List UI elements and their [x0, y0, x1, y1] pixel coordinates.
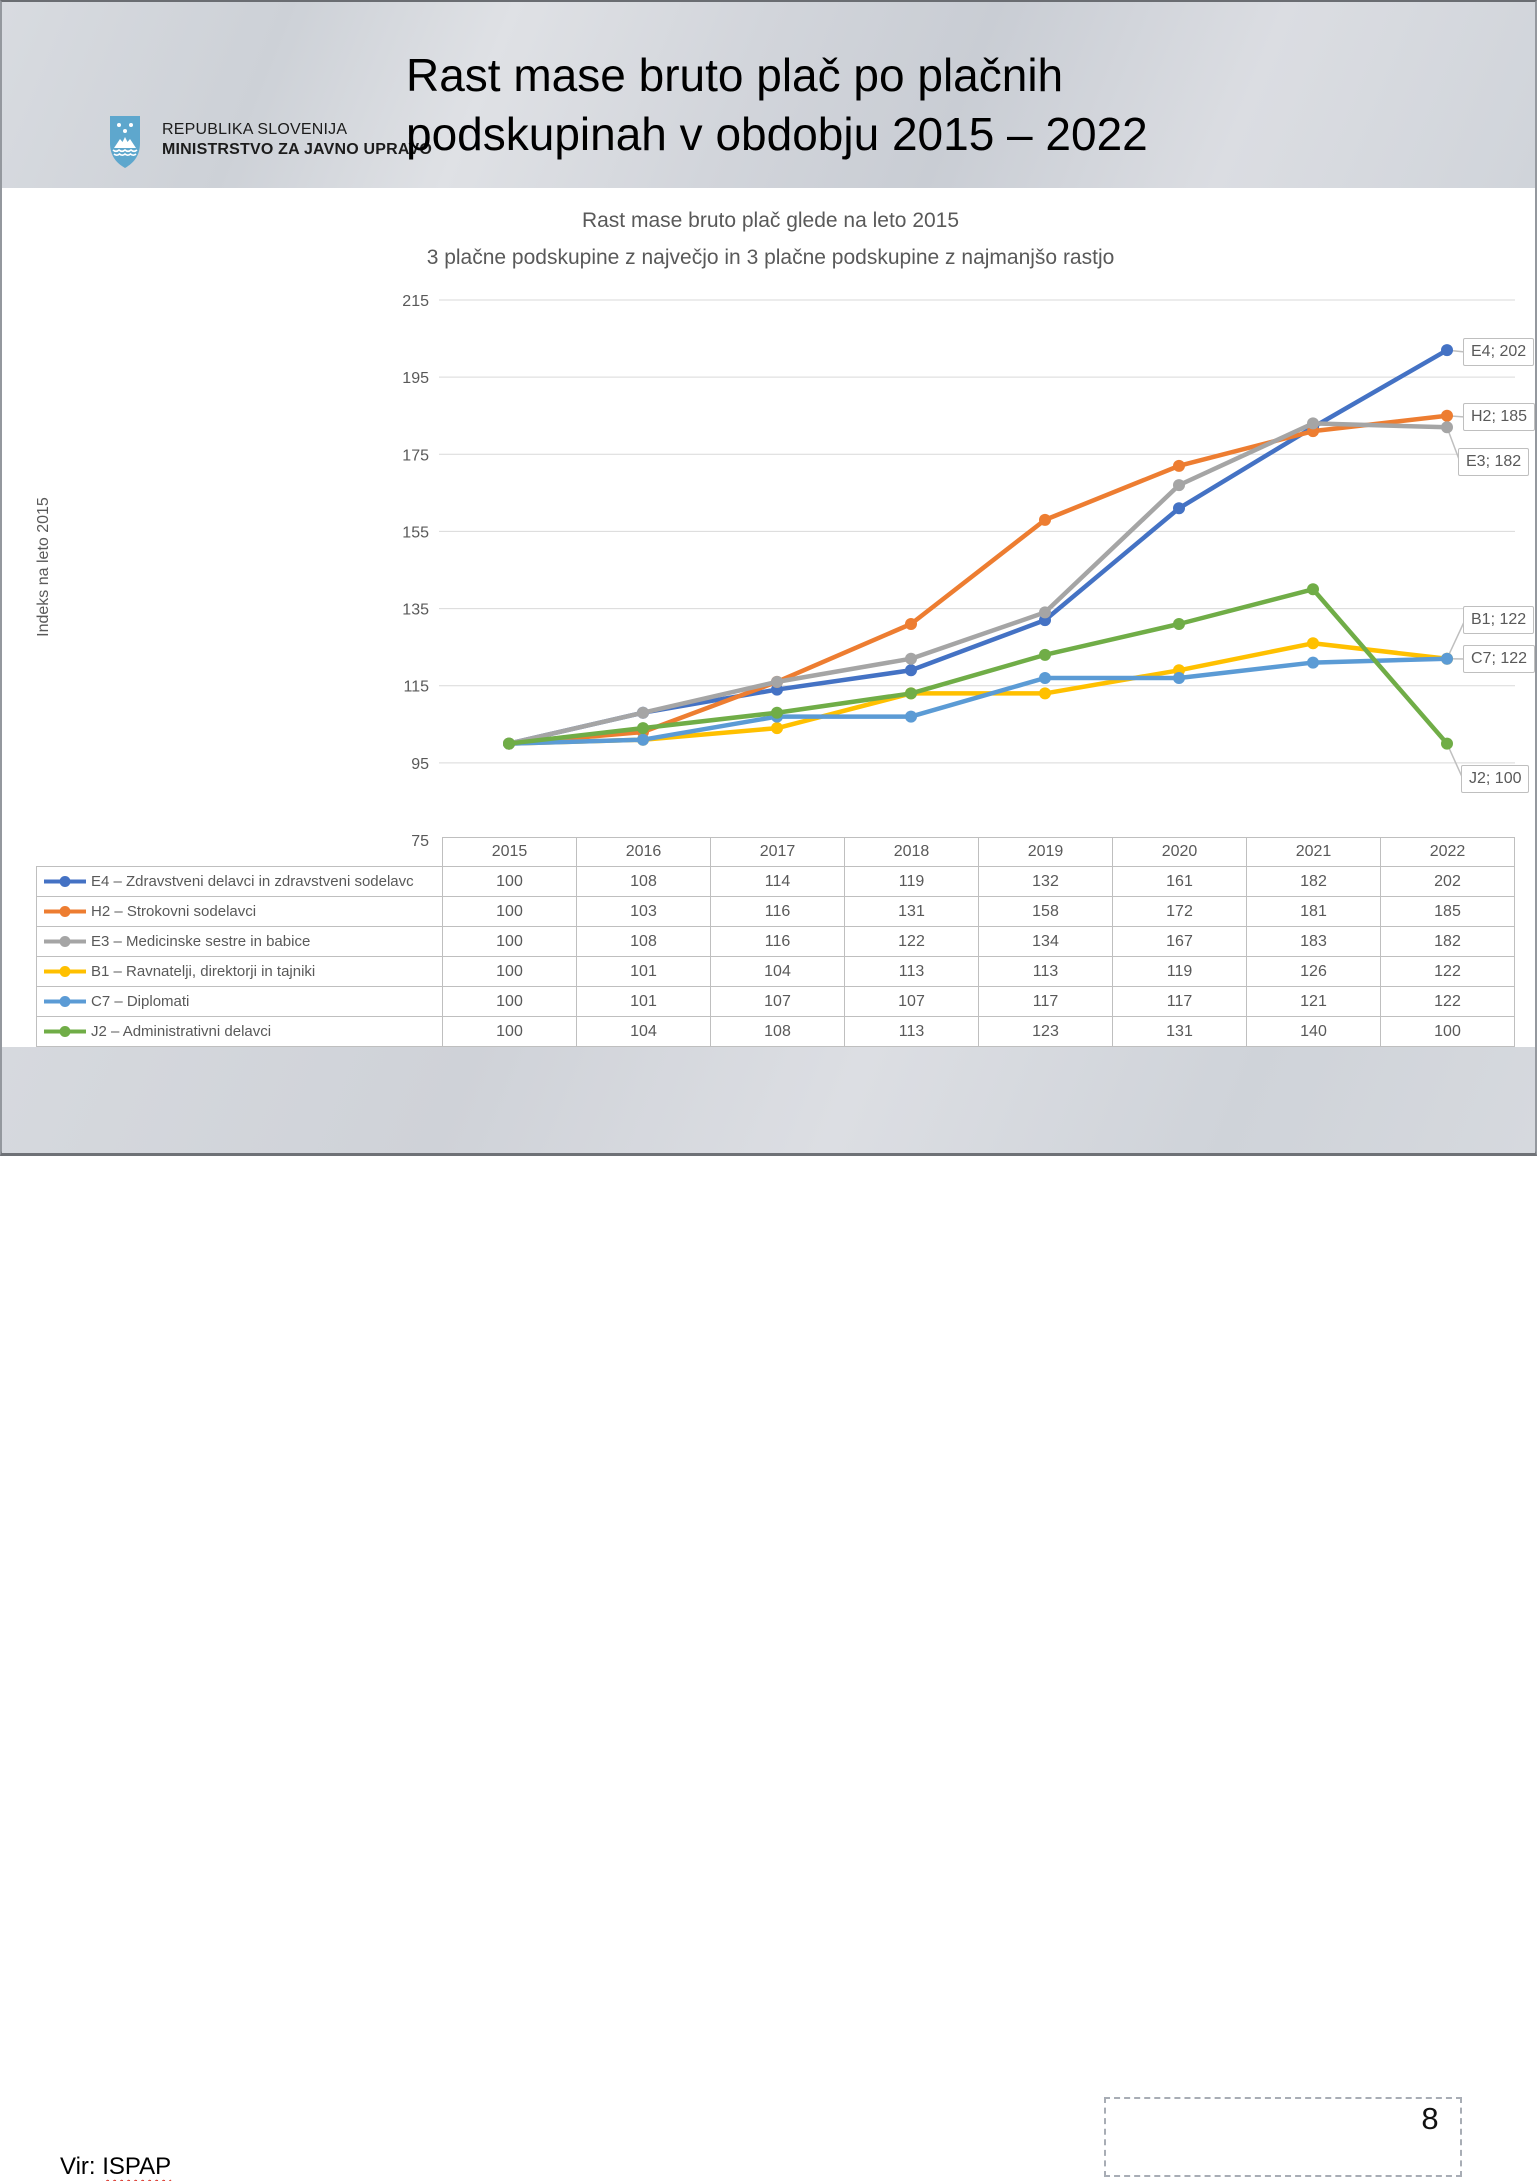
data-point-E3 — [503, 738, 515, 750]
series-marker-icon — [43, 965, 87, 978]
value-cell: 100 — [1381, 1017, 1515, 1047]
data-point-E4 — [1441, 344, 1453, 356]
value-cell: 126 — [1247, 957, 1381, 987]
data-point-J2 — [771, 707, 783, 719]
data-point-J2 — [905, 687, 917, 699]
data-label-B1: B1; 122 — [1463, 606, 1534, 634]
y-tick-label: 175 — [402, 447, 429, 464]
series-line-B1 — [509, 643, 1447, 743]
data-point-B1 — [771, 722, 783, 734]
data-label-H2: H2; 185 — [1463, 403, 1535, 431]
data-point-C7 — [905, 711, 917, 723]
legend-cell-B1 — [37, 957, 443, 987]
value-cell: 100 — [443, 897, 577, 927]
series-marker-icon — [43, 935, 87, 948]
value-cell: 182 — [1247, 867, 1381, 897]
header-band — [2, 2, 1535, 188]
year-header-cell: 2021 — [1247, 838, 1381, 867]
value-cell: 104 — [711, 957, 845, 987]
series-line-E4 — [509, 350, 1447, 743]
data-point-H2 — [1039, 514, 1051, 526]
value-cell: 100 — [443, 927, 577, 957]
data-point-E3 — [637, 707, 649, 719]
data-point-C7 — [1307, 657, 1319, 669]
value-cell: 117 — [979, 987, 1113, 1017]
data-table — [36, 837, 1515, 1047]
slide-title-line1: Rast mase bruto plač po plačnih — [406, 46, 1148, 105]
data-point-B1 — [637, 734, 649, 746]
series-line-J2 — [509, 589, 1447, 743]
data-point-H2 — [1441, 410, 1453, 422]
data-point-E3 — [1441, 421, 1453, 433]
data-point-C7 — [503, 738, 515, 750]
y-tick-label: 195 — [402, 370, 429, 387]
series-marker-icon — [43, 995, 87, 1008]
year-header-cell: 2022 — [1381, 838, 1515, 867]
y-tick-label: 95 — [411, 756, 429, 773]
data-point-E3 — [1307, 417, 1319, 429]
data-point-E3 — [905, 653, 917, 665]
year-header-cell: 2018 — [845, 838, 979, 867]
data-point-E3 — [1173, 479, 1185, 491]
data-point-B1 — [905, 687, 917, 699]
value-cell: 140 — [1247, 1017, 1381, 1047]
source-text — [60, 2153, 171, 2181]
table-row-E4 — [37, 867, 1515, 897]
table-row-H2 — [37, 897, 1515, 927]
value-cell: 113 — [979, 957, 1113, 987]
y-tick-label: 155 — [402, 524, 429, 541]
value-cell: 116 — [711, 897, 845, 927]
coat-of-arms-logo — [108, 115, 142, 169]
y-axis-title: Indeks na leto 2015 — [35, 497, 53, 637]
data-point-E4 — [503, 738, 515, 750]
chart-title: Rast mase bruto plač glede na leto 2015 — [2, 209, 1539, 233]
value-cell: 134 — [979, 927, 1113, 957]
value-cell: 117 — [1113, 987, 1247, 1017]
data-label-C7: C7; 122 — [1463, 645, 1535, 673]
data-point-J2 — [1441, 738, 1453, 750]
value-cell: 183 — [1247, 927, 1381, 957]
government-identity — [162, 121, 432, 159]
data-point-J2 — [637, 722, 649, 734]
data-label-E4: E4; 202 — [1463, 338, 1534, 366]
y-tick-label: 215 — [402, 293, 429, 310]
page-number-placeholder — [1104, 2097, 1462, 2177]
slide-title — [406, 46, 1148, 164]
series-line-E3 — [509, 423, 1447, 743]
value-cell: 122 — [1381, 987, 1515, 1017]
legend-cell-J2 — [37, 1017, 443, 1047]
table-row-J2 — [37, 1017, 1515, 1047]
legend-cell-H2 — [37, 897, 443, 927]
y-tick-label: 135 — [402, 602, 429, 619]
value-cell: 100 — [443, 867, 577, 897]
value-cell: 121 — [1247, 987, 1381, 1017]
year-header-cell: 2017 — [711, 838, 845, 867]
table-row-B1 — [37, 957, 1515, 987]
value-cell: 103 — [577, 897, 711, 927]
value-cell: 131 — [1113, 1017, 1247, 1047]
value-cell: 122 — [845, 927, 979, 957]
legend-label: E3 – Medicinske sestre in babice — [91, 933, 310, 950]
year-header-cell: 2020 — [1113, 838, 1247, 867]
year-header-cell: 2016 — [577, 838, 711, 867]
chart-subtitle: 3 plačne podskupine z največjo in 3 plačne podskupine z najmanjšo rastjo — [2, 246, 1539, 270]
value-cell: 123 — [979, 1017, 1113, 1047]
legend-label: B1 – Ravnatelji, direktorji in tajniki — [91, 963, 315, 980]
legend-cell-C7 — [37, 987, 443, 1017]
value-cell: 131 — [845, 897, 979, 927]
data-point-C7 — [1441, 653, 1453, 665]
data-point-C7 — [771, 711, 783, 723]
data-point-H2 — [771, 676, 783, 688]
legend-label: C7 – Diplomati — [91, 993, 189, 1010]
value-cell: 113 — [845, 1017, 979, 1047]
year-header-cell: 2019 — [979, 838, 1113, 867]
data-point-C7 — [1039, 672, 1051, 684]
value-cell: 107 — [845, 987, 979, 1017]
source-name: ISPAP — [102, 2153, 171, 2180]
legend-cell-E3 — [37, 927, 443, 957]
data-point-H2 — [1173, 460, 1185, 472]
table-row-C7 — [37, 987, 1515, 1017]
value-cell: 185 — [1381, 897, 1515, 927]
data-point-B1 — [503, 738, 515, 750]
legend-cell-E4 — [37, 867, 443, 897]
data-point-B1 — [1307, 637, 1319, 649]
data-point-B1 — [1173, 664, 1185, 676]
legend-label: J2 – Administrativni delavci — [91, 1023, 271, 1040]
data-point-E3 — [771, 676, 783, 688]
data-point-J2 — [1173, 618, 1185, 630]
value-cell: 119 — [845, 867, 979, 897]
data-point-E3 — [1039, 606, 1051, 618]
value-cell: 100 — [443, 1017, 577, 1047]
series-marker-icon — [43, 1025, 87, 1038]
data-point-B1 — [1039, 687, 1051, 699]
slide-title-line2: podskupinah v obdobju 2015 – 2022 — [406, 105, 1148, 164]
data-label-J2: J2; 100 — [1461, 765, 1529, 793]
value-cell: 101 — [577, 987, 711, 1017]
data-point-C7 — [1173, 672, 1185, 684]
data-point-E4 — [905, 664, 917, 676]
value-cell: 101 — [577, 957, 711, 987]
table-header-row — [37, 838, 1515, 867]
year-header-cell: 2015 — [443, 838, 577, 867]
value-cell: 108 — [577, 867, 711, 897]
data-point-H2 — [905, 618, 917, 630]
value-cell: 181 — [1247, 897, 1381, 927]
value-cell: 114 — [711, 867, 845, 897]
value-cell: 119 — [1113, 957, 1247, 987]
value-cell: 158 — [979, 897, 1113, 927]
value-cell: 167 — [1113, 927, 1247, 957]
value-cell: 182 — [1381, 927, 1515, 957]
series-marker-icon — [43, 875, 87, 888]
footer-band — [2, 1047, 1535, 1153]
data-point-B1 — [1441, 653, 1453, 665]
value-cell: 172 — [1113, 897, 1247, 927]
data-point-E4 — [1039, 614, 1051, 626]
data-label-E3: E3; 182 — [1458, 448, 1529, 476]
value-cell: 161 — [1113, 867, 1247, 897]
table-corner-cell — [37, 838, 443, 867]
value-cell: 100 — [443, 987, 577, 1017]
value-cell: 132 — [979, 867, 1113, 897]
data-point-E4 — [771, 684, 783, 696]
legend-label: E4 – Zdravstveni delavci in zdravstveni sodelavc — [91, 873, 414, 890]
data-point-E4 — [1173, 502, 1185, 514]
page-number: 8 — [1410, 2101, 1450, 2137]
value-cell: 108 — [577, 927, 711, 957]
series-line-H2 — [509, 416, 1447, 744]
source-prefix: Vir: — [60, 2153, 96, 2180]
value-cell: 104 — [577, 1017, 711, 1047]
data-point-E4 — [1307, 421, 1319, 433]
value-cell: 116 — [711, 927, 845, 957]
data-point-H2 — [637, 726, 649, 738]
data-point-H2 — [1307, 425, 1319, 437]
value-cell: 100 — [443, 957, 577, 987]
table-row-E3 — [37, 927, 1515, 957]
series-marker-icon — [43, 905, 87, 918]
data-point-E4 — [637, 707, 649, 719]
value-cell: 122 — [1381, 957, 1515, 987]
y-tick-label: 75 — [411, 833, 429, 850]
ministry-label: MINISTRSTVO ZA JAVNO UPRAVO — [162, 141, 432, 159]
value-cell: 108 — [711, 1017, 845, 1047]
value-cell: 113 — [845, 957, 979, 987]
series-line-C7 — [509, 659, 1447, 744]
value-cell: 107 — [711, 987, 845, 1017]
y-tick-label: 115 — [403, 679, 429, 696]
republic-label: REPUBLIKA SLOVENIJA — [162, 121, 432, 139]
data-point-J2 — [1039, 649, 1051, 661]
data-point-J2 — [1307, 583, 1319, 595]
data-point-H2 — [503, 738, 515, 750]
legend-label: H2 – Strokovni sodelavci — [91, 903, 256, 920]
value-cell: 202 — [1381, 867, 1515, 897]
data-point-J2 — [503, 738, 515, 750]
data-point-C7 — [637, 734, 649, 746]
